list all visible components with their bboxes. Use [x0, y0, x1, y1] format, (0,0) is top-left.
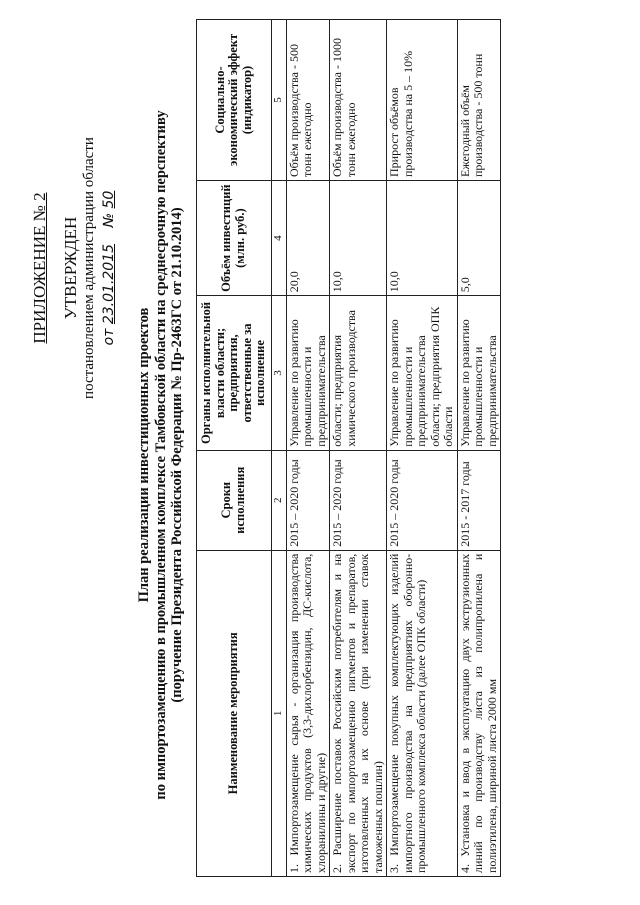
- responsible-cell: Управление по развитию промышленности и предпринимательства области; предприятия ОПК области: [387, 296, 458, 450]
- period-cell: 2015 – 2020 годы: [286, 450, 330, 550]
- column-number: 5: [271, 20, 286, 181]
- column-number-row: [271, 20, 286, 877]
- table-row: [387, 20, 458, 877]
- number-prefix: №: [101, 212, 117, 228]
- period-cell: 2015 – 2020 годы: [330, 450, 387, 550]
- plan-reference: (поручение Президента Российской Федерации № Пр-2463ГС от 21.10.2014): [169, 207, 185, 703]
- plan-header: [136, 45, 186, 865]
- event-cell: 4. Установка и ввод в эксплуатацию двух экструзионных линий по производству листа из полипропилена и полиэтилена, шириной листа 2000 мм: [457, 550, 501, 876]
- decree-text: постановлением администрации области: [81, 137, 97, 399]
- column-number: 3: [271, 296, 286, 450]
- table-row: [330, 20, 387, 877]
- event-cell: 3. Импортозамещение покупных комплектующих изделий импортного производства на предприятиях оборонно-промышленного комплекса области (далее ОПК области): [387, 550, 458, 876]
- column-number: 2: [271, 450, 286, 550]
- header-period: Сроки исполнения: [197, 450, 272, 550]
- effect-cell: Объём производства - 500 тонн ежегодно: [286, 20, 330, 181]
- effect-cell: Ежегодный объём производства - 500 тонн: [457, 20, 501, 181]
- decree-date: 23.01.2015: [101, 243, 117, 325]
- event-cell: 2. Расширение поставок Российским потребителям и на экспорт по импортозамещению пигментов и препаратов, изготовленных на их основе (при изменении ставок таможенных пошлин): [330, 550, 387, 876]
- decree-date-line: [100, 58, 119, 478]
- header-investment: Объём инвестиций (млн. руб.): [197, 180, 272, 295]
- plan-title: План реализации инвестиционных проектов: [136, 307, 152, 603]
- column-number: 4: [271, 180, 286, 295]
- responsible-cell: Управление по развитию промышленности и предпринимательства: [286, 296, 330, 450]
- responsible-cell: области; предприятия химического производства: [330, 296, 387, 450]
- approval-block: [30, 58, 119, 478]
- table-header-row: [197, 20, 272, 877]
- decree-number: 50: [101, 190, 117, 209]
- header-event: Наименование мероприятия: [197, 550, 272, 876]
- appendix-title: ПРИЛОЖЕНИЕ № 2: [30, 192, 49, 344]
- plan-subtitle: по импортозамещению в промышленном комплексе Тамбовской области на среднесрочную перспективу: [152, 110, 169, 800]
- investment-cell: 5,0: [457, 180, 501, 295]
- investment-cell: 10,0: [330, 180, 387, 295]
- table-row: [286, 20, 330, 877]
- column-number: 1: [271, 550, 286, 876]
- effect-cell: Объём производства - 1000 тонн ежегодно: [330, 20, 387, 181]
- period-cell: 2015 - 2017 годы: [457, 450, 501, 550]
- date-prefix: от: [101, 328, 117, 346]
- investment-cell: 20,0: [286, 180, 330, 295]
- plan-table: [196, 19, 501, 877]
- header-effect: Социально-экономический эффект (индикатор): [197, 20, 272, 181]
- effect-cell: Прирост объёмов производства на 5 – 10%: [387, 20, 458, 181]
- table-row: [457, 20, 501, 877]
- investment-cell: 10,0: [387, 180, 458, 295]
- event-cell: 1. Импортозамещение сырья - организация производства химических продуктов (3,3-дихлорбензидин, ДС-кислота, хлоранилины и другие): [286, 550, 330, 876]
- period-cell: 2015 – 2020 годы: [387, 450, 458, 550]
- header-responsible: Органы исполнительной власти области; предприятия, ответственные за исполнение: [197, 296, 272, 450]
- approved-label: УТВЕРЖДЕН: [61, 216, 80, 320]
- responsible-cell: Управление по развитию промышленности и предпринимательства: [457, 296, 501, 450]
